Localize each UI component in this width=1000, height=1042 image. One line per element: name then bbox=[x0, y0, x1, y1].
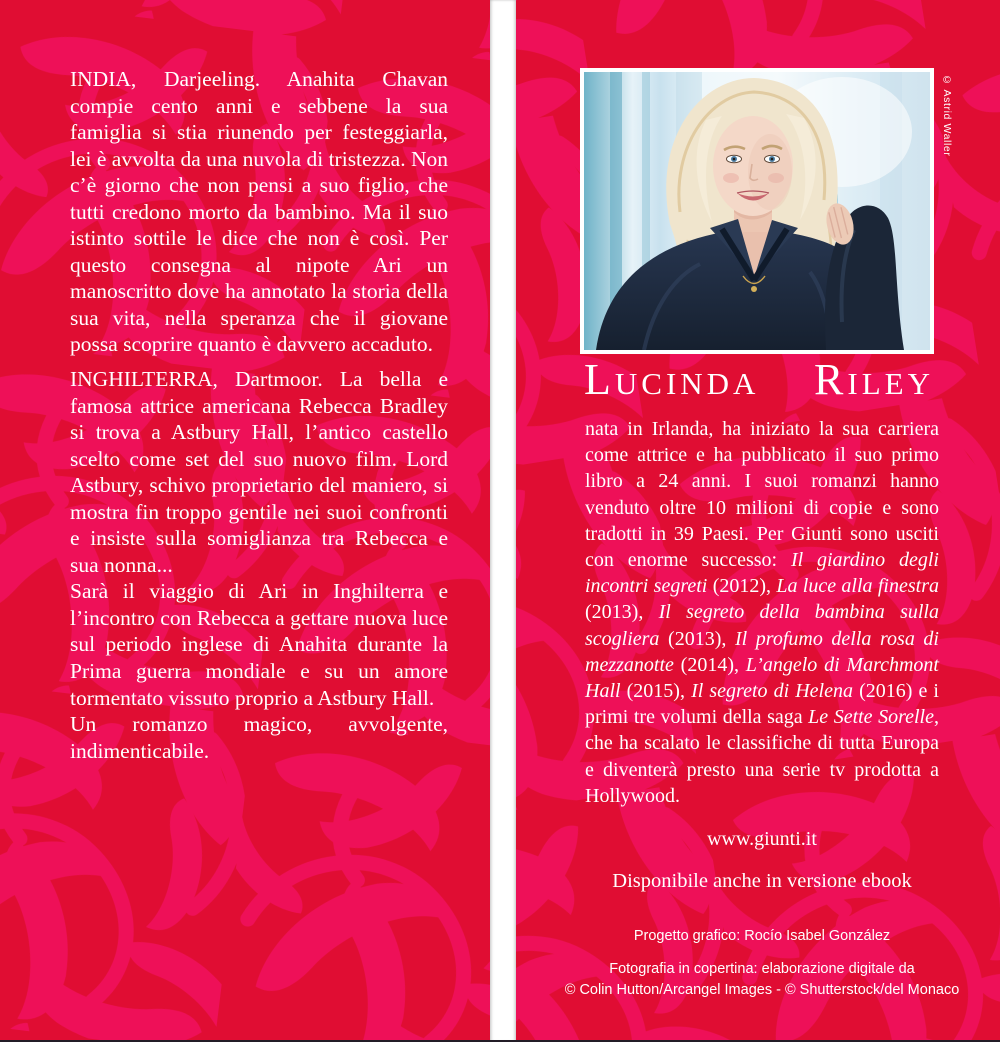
author-photo-credit: © Astrid Waller bbox=[941, 74, 953, 157]
synopsis-paragraph-tagline: Un romanzo magico, avvolgente, indimenticabile. bbox=[70, 712, 448, 763]
author-portrait-illustration bbox=[584, 72, 930, 350]
design-credit: Progetto grafico: Rocío Isabel González bbox=[633, 928, 891, 944]
author-last-name: R ILEY bbox=[814, 355, 934, 404]
synopsis-paragraph-england: INGHILTERRA, Dartmoor. La bella e famosa attrice americana Rebecca Bradley si trova a Astbury Hall, l’antico castello scelto come set del suo nuovo film. Lord Astbury, schivo proprietario del maniero, si mostra fin troppo gentile nei suoi confronti e insiste sulla somiglianza tra Rebecca e sua nonna... bbox=[70, 367, 448, 577]
author-name bbox=[584, 355, 934, 404]
author-bio: nata in Irlanda, ha iniziato la sua carriera come attrice e ha pubblicato il suo primo libro a 24 anni. I suoi romanzi hanno venduto oltre 10 milioni di copie e sono tradotti in 39 Paesi. Per Giunti sono usciti con enorme successo: Il giardino degli incontri segreti (2012), La luce alla finestra (2013), Il segreto della bambina sulla scogliera (2013), Il profumo della rosa di mezzanotte (2014), L’angelo di Marchmont Hall (2015), Il segreto di Helena (2016) e i primi tre volumi della saga Le Sette Sorelle, che ha scalato le classifiche di tutta Europa e diventerà presto una serie tv prodotta a Hollywood. bbox=[585, 418, 939, 807]
cover-photo-credit-line2: © Colin Hutton/Arcangel Images - © Shutterstock/del Monaco bbox=[564, 982, 960, 998]
ebook-availability-note: Disponibile anche in versione ebook bbox=[612, 870, 912, 892]
left-flap-panel bbox=[0, 0, 490, 1042]
author-first-name: L UCINDA bbox=[584, 355, 760, 404]
cover-photo-credit bbox=[550, 959, 974, 1001]
publisher-website: www.giunti.it bbox=[707, 828, 817, 850]
synopsis-text bbox=[70, 66, 448, 764]
cover-photo-credit-line1: Fotografia in copertina: elaborazione digitale da bbox=[609, 961, 915, 977]
author-photo bbox=[580, 68, 934, 354]
synopsis-paragraph-india: INDIA, Darjeeling. Anahita Chavan compie cento anni e sebbene la sua famiglia si stia riunendo per festeggiarla, lei è avvolta da una nuvola di tristezza. Non c’è giorno che non pensi a suo figlio, che tutti credono morto da bambino. Ma il suo istinto sottile le dice che non è così. Per questo consegna al nipote Ari un manoscritto dove ha annotato la storia della sua vita, nella speranza che il giovane possa scoprire quanto è davvero accaduto. bbox=[70, 67, 448, 357]
fold-gutter bbox=[490, 0, 516, 1042]
right-flap-panel bbox=[516, 0, 1000, 1042]
synopsis-paragraph-journey: Sarà il viaggio di Ari in Inghilterra e l’incontro con Rebecca a gettare nuova luce sul periodo inglese di Anahita durante la Prima guerra mondiale e su un amore tormentato vissuto proprio a Astbury Hall. bbox=[70, 579, 448, 710]
